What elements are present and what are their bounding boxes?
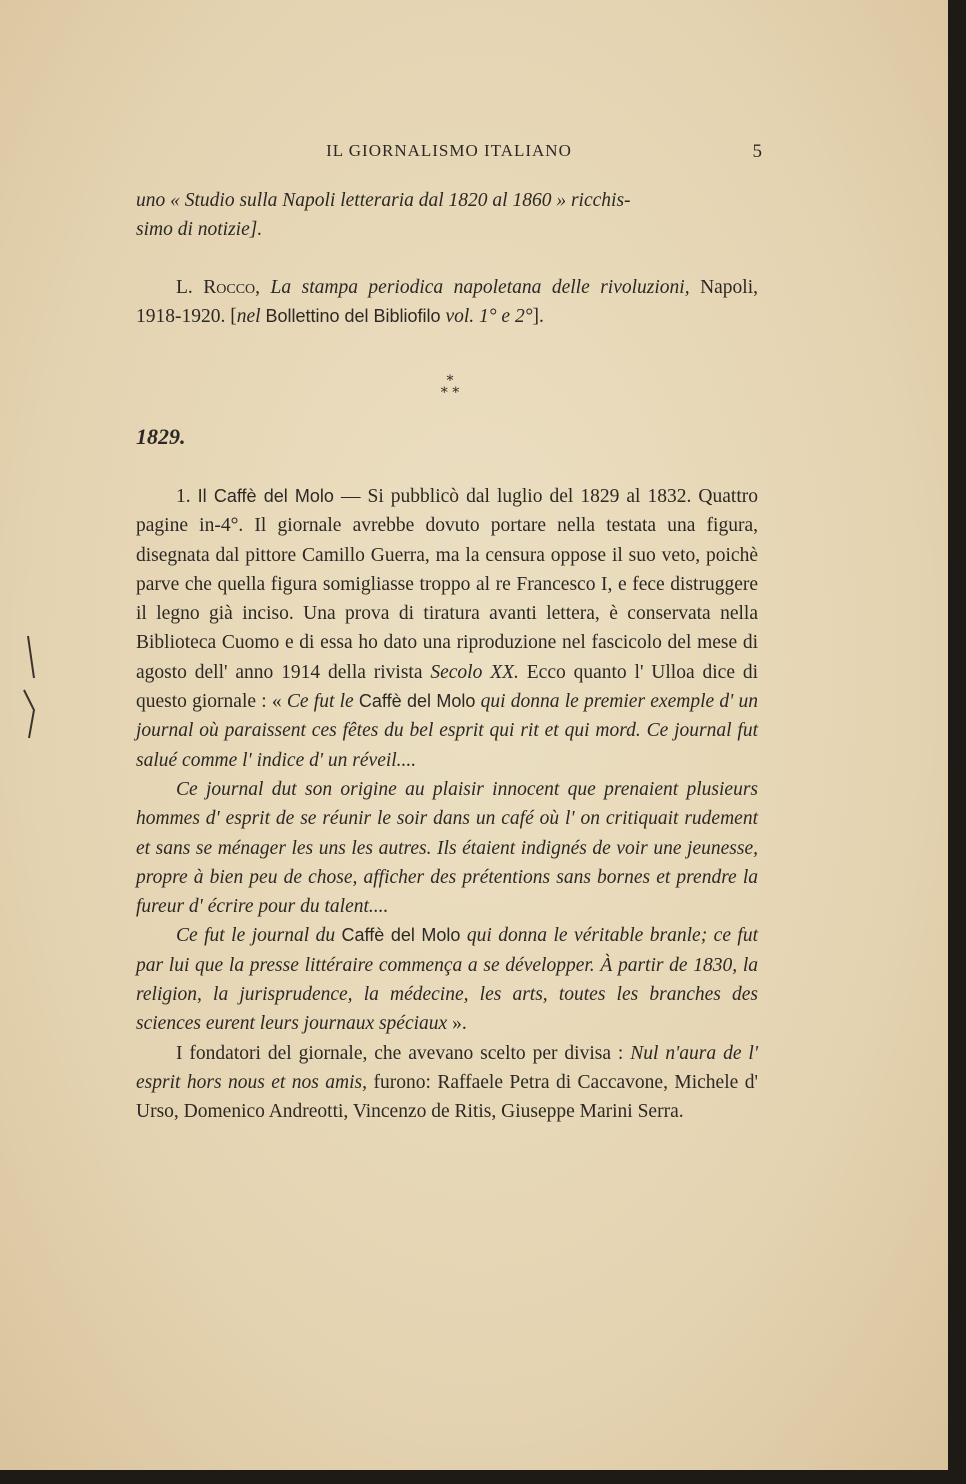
entry-paragraph-4 [136, 1039, 758, 1127]
entry-name: Il Caffè del Molo [197, 486, 334, 506]
page-number: 5 [752, 141, 762, 162]
p4-text-a: I fondatori del giornale, che avevano scelto per divisa : [176, 1042, 624, 1064]
p3-text-a: Ce fut le journal du [176, 925, 336, 947]
asterism-bottom: * * [440, 385, 460, 401]
section-year: 1829. [136, 424, 186, 449]
asterism-top: * [446, 373, 454, 389]
entry-text-b: Ecco quanto l' Ulloa dice di questo giornale : « [136, 661, 758, 713]
entry-paragraph-3 [136, 921, 758, 1038]
section-text [136, 482, 758, 1127]
entry-number: 1. [176, 486, 191, 507]
page-bottom-shadow [0, 1470, 966, 1484]
intro-line1: uno « Studio sulla Napoli letteraria dal 1820 al 1860 » ricchis- [136, 190, 631, 211]
ref-vol: vol. 1° e 2° [445, 305, 533, 327]
p3-caffe-del-molo: Caffè del Molo [341, 925, 461, 946]
reference-rocco [136, 273, 758, 332]
ref-nel: nel [236, 305, 261, 327]
entry-paragraph-1 [136, 482, 758, 775]
entry-text-c: Ce fut le [286, 691, 354, 713]
margin-pencil-mark [20, 630, 50, 740]
p4-text-b: furono: Raffaele Petra di Caccavone, Michele d' Urso, Domenico Andreotti, Vincenzo de Ritis, Giuseppe Marini Serra. [136, 1071, 758, 1123]
entry-paragraph-2: Ce journal dut son origine au plaisir innocent que prenaient plusieurs hommes d' esprit de se réunir le soir dans un café où l' on critiquait rudement et sans se ménager les uns les autres. Ils étaient indignés de voir une jeunesse, propre à bien peu de chose, afficher des prétentions sans bornes et prendre la fureur d' écrire pour du talent.... [136, 778, 758, 918]
page-edge-shadow [948, 0, 966, 1484]
ref-bollettino: Bollettino del Bibliofilo [265, 305, 441, 326]
asterism [420, 375, 480, 399]
secolo-xx: Secolo XX. [430, 661, 519, 683]
entry-text-d: qui donna le premier exemple d' un journal où paraissent ces fêtes du bel esprit qui rit et qui mord. Ce journal fut salué comme l' indice d' un réveil.... [136, 691, 759, 771]
entry-text-a: — Si pubblicò dal luglio del 1829 al 1832. Quattro pagine in-4°. Il giornale avrebbe dovuto portare nella testata una figura, disegnata dal pittore Camillo Guerra, ma la censura oppose il suo veto, poichè parve che quella figura somigliasse troppo al re Francesco I, e fece distruggere il legno già inciso. Una prova di tiratura avanti lettera, è conservata nella Biblioteca Cuomo e di essa ho dato una riproduzione nel fascicolo del mese di agosto dell' anno 1914 della rivista [136, 486, 758, 683]
ref-place: Napoli, 1918-1920. [ [136, 276, 759, 327]
p4-motto: Nul n'aura de l' esprit hors nous et nos amis, [136, 1042, 758, 1093]
intro-paragraph [136, 186, 758, 245]
ref-author: L. Rocco, [176, 276, 261, 298]
ref-close: ]. [532, 305, 544, 327]
p3-text-b: qui donna le véritable branle; ce fut par lui que la presse littéraire commença a se développer. À partir de 1830, la religion, la jurisprudence, la médecine, les arts, toutes les branches des sciences eurent leurs journaux spéciaux [136, 925, 759, 1035]
ref-title: La stampa periodica napoletana delle rivoluzioni, [270, 276, 690, 298]
running-title: IL GIORNALISMO ITALIANO [326, 141, 572, 160]
intro-line2: simo di notizie]. [136, 219, 263, 241]
p3-close: ». [452, 1013, 467, 1035]
running-head [136, 141, 762, 165]
intro-text [136, 186, 758, 331]
caffe-del-molo: Caffè del Molo [358, 691, 476, 712]
